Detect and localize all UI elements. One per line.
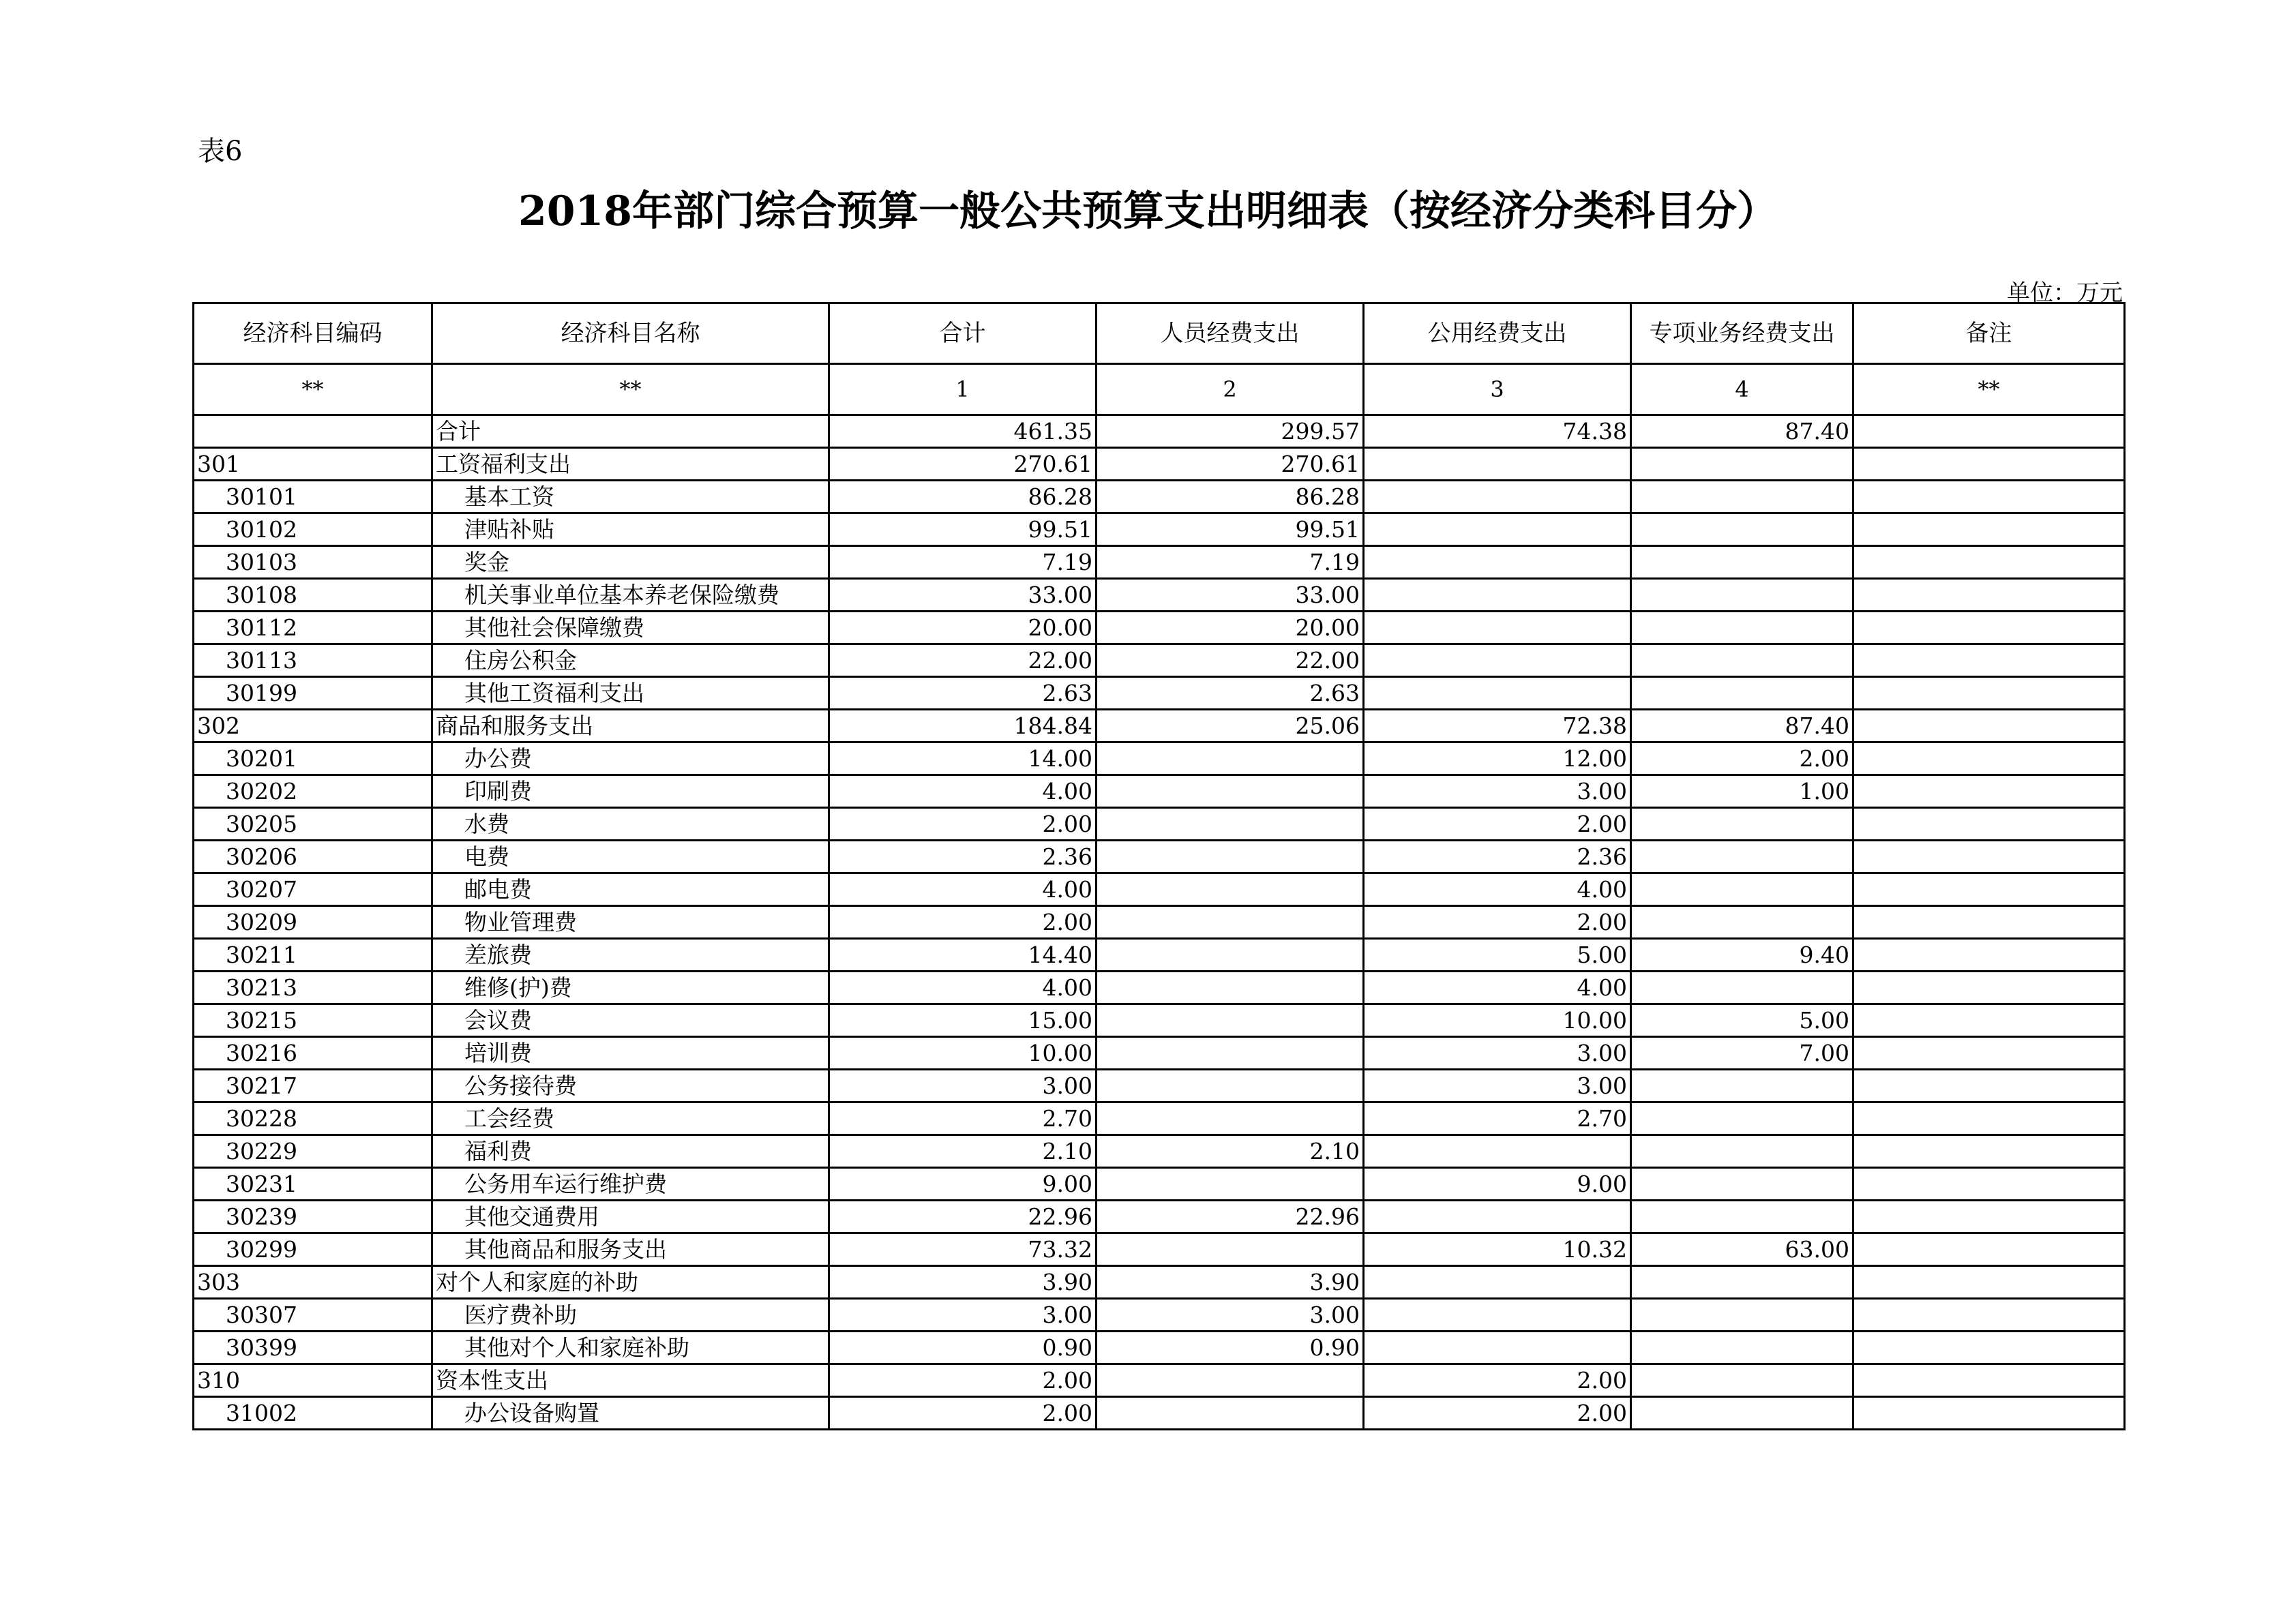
cell-total: 22.96 <box>829 1201 1097 1233</box>
table-row <box>194 579 2125 612</box>
table-row <box>194 546 2125 579</box>
cell-total: 33.00 <box>829 579 1097 612</box>
cell-total: 3.00 <box>829 1299 1097 1332</box>
cell-personnel: 0.90 <box>1097 1332 1364 1364</box>
table-row <box>194 677 2125 710</box>
cell-public: 3.00 <box>1364 775 1631 808</box>
cell-note <box>1853 710 2125 742</box>
index-total: 1 <box>829 364 1097 415</box>
cell-public: 2.00 <box>1364 906 1631 939</box>
cell-total: 2.00 <box>829 808 1097 841</box>
cell-special <box>1631 1364 1853 1397</box>
cell-note <box>1853 742 2125 775</box>
cell-note <box>1853 481 2125 513</box>
cell-public <box>1364 612 1631 644</box>
cell-personnel <box>1097 841 1364 873</box>
cell-code: 303 <box>194 1266 432 1299</box>
cell-name: 公务用车运行维护费 <box>432 1168 829 1201</box>
cell-total: 2.00 <box>829 1397 1097 1430</box>
table-row <box>194 513 2125 546</box>
cell-note <box>1853 1168 2125 1201</box>
index-name: ** <box>432 364 829 415</box>
cell-personnel <box>1097 1004 1364 1037</box>
cell-note <box>1853 448 2125 481</box>
cell-personnel <box>1097 1037 1364 1070</box>
cell-personnel: 33.00 <box>1097 579 1364 612</box>
table-row <box>194 775 2125 808</box>
cell-total: 14.40 <box>829 939 1097 972</box>
cell-code: 30217 <box>194 1070 432 1102</box>
cell-special <box>1631 972 1853 1004</box>
cell-name: 其他交通费用 <box>432 1201 829 1233</box>
cell-personnel <box>1097 775 1364 808</box>
table-row <box>194 1266 2125 1299</box>
cell-public: 3.00 <box>1364 1070 1631 1102</box>
cell-total: 270.61 <box>829 448 1097 481</box>
cell-note <box>1853 873 2125 906</box>
header-note: 备注 <box>1853 303 2125 364</box>
header-row <box>194 303 2125 364</box>
table-row <box>194 1070 2125 1102</box>
cell-note <box>1853 808 2125 841</box>
cell-note <box>1853 644 2125 677</box>
cell-code: 30108 <box>194 579 432 612</box>
cell-special: 9.40 <box>1631 939 1853 972</box>
cell-total: 22.00 <box>829 644 1097 677</box>
cell-code: 30201 <box>194 742 432 775</box>
cell-total: 3.00 <box>829 1070 1097 1102</box>
cell-name: 福利费 <box>432 1135 829 1168</box>
cell-code: 30307 <box>194 1299 432 1332</box>
cell-public <box>1364 579 1631 612</box>
cell-public: 12.00 <box>1364 742 1631 775</box>
cell-personnel <box>1097 939 1364 972</box>
cell-name: 邮电费 <box>432 873 829 906</box>
cell-code: 30399 <box>194 1332 432 1364</box>
cell-total: 184.84 <box>829 710 1097 742</box>
cell-public: 10.32 <box>1364 1233 1631 1266</box>
cell-code: 30299 <box>194 1233 432 1266</box>
cell-personnel <box>1097 808 1364 841</box>
cell-personnel: 22.96 <box>1097 1201 1364 1233</box>
cell-special <box>1631 481 1853 513</box>
table-row <box>194 1299 2125 1332</box>
cell-name: 工会经费 <box>432 1102 829 1135</box>
cell-special <box>1631 1332 1853 1364</box>
cell-code: 30207 <box>194 873 432 906</box>
cell-personnel: 7.19 <box>1097 546 1364 579</box>
cell-special <box>1631 1102 1853 1135</box>
cell-personnel: 99.51 <box>1097 513 1364 546</box>
cell-code: 30239 <box>194 1201 432 1233</box>
unit-label: 单位：万元 <box>2007 280 2123 307</box>
cell-note <box>1853 1037 2125 1070</box>
table-row <box>194 972 2125 1004</box>
cell-special <box>1631 1070 1853 1102</box>
table-row <box>194 742 2125 775</box>
cell-name: 医疗费补助 <box>432 1299 829 1332</box>
cell-name: 对个人和家庭的补助 <box>432 1266 829 1299</box>
cell-name: 奖金 <box>432 546 829 579</box>
table-number: 表6 <box>198 136 243 167</box>
cell-code: 30229 <box>194 1135 432 1168</box>
cell-name: 合计 <box>432 415 829 448</box>
table-row <box>194 612 2125 644</box>
cell-name: 维修(护)费 <box>432 972 829 1004</box>
cell-code: 30215 <box>194 1004 432 1037</box>
cell-total: 0.90 <box>829 1332 1097 1364</box>
cell-personnel <box>1097 1168 1364 1201</box>
cell-public: 2.70 <box>1364 1102 1631 1135</box>
cell-special: 2.00 <box>1631 742 1853 775</box>
cell-total: 2.00 <box>829 1364 1097 1397</box>
cell-personnel <box>1097 972 1364 1004</box>
cell-total: 73.32 <box>829 1233 1097 1266</box>
cell-public <box>1364 1201 1631 1233</box>
cell-total: 2.70 <box>829 1102 1097 1135</box>
index-note: ** <box>1853 364 2125 415</box>
cell-note <box>1853 415 2125 448</box>
cell-public <box>1364 1135 1631 1168</box>
cell-total: 3.90 <box>829 1266 1097 1299</box>
cell-total: 461.35 <box>829 415 1097 448</box>
cell-public <box>1364 1332 1631 1364</box>
cell-special <box>1631 1299 1853 1332</box>
cell-public: 2.00 <box>1364 1364 1631 1397</box>
cell-total: 10.00 <box>829 1037 1097 1070</box>
cell-name: 其他社会保障缴费 <box>432 612 829 644</box>
cell-public <box>1364 677 1631 710</box>
table-row <box>194 1332 2125 1364</box>
cell-special <box>1631 677 1853 710</box>
cell-name: 基本工资 <box>432 481 829 513</box>
cell-note <box>1853 841 2125 873</box>
cell-public: 4.00 <box>1364 873 1631 906</box>
cell-code: 30102 <box>194 513 432 546</box>
index-personnel: 2 <box>1097 364 1364 415</box>
cell-public: 3.00 <box>1364 1037 1631 1070</box>
header-name: 经济科目名称 <box>432 303 829 364</box>
cell-code: 30101 <box>194 481 432 513</box>
cell-personnel: 20.00 <box>1097 612 1364 644</box>
cell-personnel <box>1097 1102 1364 1135</box>
cell-total: 99.51 <box>829 513 1097 546</box>
cell-public: 5.00 <box>1364 939 1631 972</box>
table-row <box>194 1168 2125 1201</box>
table-row <box>194 415 2125 448</box>
cell-name: 差旅费 <box>432 939 829 972</box>
cell-special: 87.40 <box>1631 415 1853 448</box>
cell-note <box>1853 972 2125 1004</box>
table-row <box>194 710 2125 742</box>
header-personnel: 人员经费支出 <box>1097 303 1364 364</box>
budget-table <box>192 302 2126 1430</box>
table-row <box>194 906 2125 939</box>
cell-public: 2.36 <box>1364 841 1631 873</box>
cell-personnel <box>1097 742 1364 775</box>
cell-code: 30112 <box>194 612 432 644</box>
cell-special <box>1631 808 1853 841</box>
table-row <box>194 1397 2125 1430</box>
cell-name: 电费 <box>432 841 829 873</box>
cell-total: 4.00 <box>829 775 1097 808</box>
cell-special <box>1631 841 1853 873</box>
cell-total: 15.00 <box>829 1004 1097 1037</box>
cell-code <box>194 415 432 448</box>
table-row <box>194 1004 2125 1037</box>
cell-code: 30199 <box>194 677 432 710</box>
cell-public: 74.38 <box>1364 415 1631 448</box>
cell-code: 30113 <box>194 644 432 677</box>
header-code: 经济科目编码 <box>194 303 432 364</box>
index-public: 3 <box>1364 364 1631 415</box>
cell-name: 水费 <box>432 808 829 841</box>
cell-total: 14.00 <box>829 742 1097 775</box>
cell-note <box>1853 1004 2125 1037</box>
cell-total: 20.00 <box>829 612 1097 644</box>
cell-special <box>1631 1266 1853 1299</box>
cell-note <box>1853 1332 2125 1364</box>
cell-total: 2.00 <box>829 906 1097 939</box>
cell-code: 30216 <box>194 1037 432 1070</box>
cell-special <box>1631 612 1853 644</box>
cell-special <box>1631 579 1853 612</box>
cell-name: 物业管理费 <box>432 906 829 939</box>
cell-note <box>1853 1070 2125 1102</box>
cell-special <box>1631 1397 1853 1430</box>
cell-code: 30209 <box>194 906 432 939</box>
cell-public: 10.00 <box>1364 1004 1631 1037</box>
cell-special: 63.00 <box>1631 1233 1853 1266</box>
table-row <box>194 808 2125 841</box>
cell-total: 2.63 <box>829 677 1097 710</box>
cell-personnel: 25.06 <box>1097 710 1364 742</box>
cell-personnel: 270.61 <box>1097 448 1364 481</box>
cell-name: 工资福利支出 <box>432 448 829 481</box>
cell-personnel <box>1097 1070 1364 1102</box>
cell-code: 30206 <box>194 841 432 873</box>
header-public: 公用经费支出 <box>1364 303 1631 364</box>
cell-public: 9.00 <box>1364 1168 1631 1201</box>
cell-note <box>1853 1201 2125 1233</box>
cell-personnel: 3.00 <box>1097 1299 1364 1332</box>
cell-note <box>1853 1299 2125 1332</box>
cell-personnel: 86.28 <box>1097 481 1364 513</box>
table-row <box>194 1201 2125 1233</box>
cell-code: 30213 <box>194 972 432 1004</box>
cell-personnel: 3.90 <box>1097 1266 1364 1299</box>
cell-personnel: 299.57 <box>1097 415 1364 448</box>
cell-public: 2.00 <box>1364 808 1631 841</box>
cell-total: 4.00 <box>829 972 1097 1004</box>
cell-public <box>1364 1299 1631 1332</box>
table-row <box>194 873 2125 906</box>
cell-name: 住房公积金 <box>432 644 829 677</box>
table-row <box>194 1233 2125 1266</box>
cell-public <box>1364 513 1631 546</box>
cell-total: 86.28 <box>829 481 1097 513</box>
cell-personnel <box>1097 906 1364 939</box>
table-row <box>194 841 2125 873</box>
cell-name: 培训费 <box>432 1037 829 1070</box>
cell-code: 30202 <box>194 775 432 808</box>
table-row <box>194 939 2125 972</box>
cell-note <box>1853 579 2125 612</box>
cell-name: 资本性支出 <box>432 1364 829 1397</box>
cell-name: 办公费 <box>432 742 829 775</box>
cell-special <box>1631 513 1853 546</box>
cell-code: 310 <box>194 1364 432 1397</box>
cell-code: 30205 <box>194 808 432 841</box>
cell-public: 4.00 <box>1364 972 1631 1004</box>
cell-special <box>1631 1201 1853 1233</box>
cell-special <box>1631 546 1853 579</box>
cell-special <box>1631 1168 1853 1201</box>
table-row <box>194 1364 2125 1397</box>
cell-code: 30103 <box>194 546 432 579</box>
cell-name: 公务接待费 <box>432 1070 829 1102</box>
cell-public <box>1364 644 1631 677</box>
cell-note <box>1853 1266 2125 1299</box>
document-title: 2018年部门综合预算一般公共预算支出明细表（按经济分类科目分） <box>518 187 1778 235</box>
cell-public <box>1364 1266 1631 1299</box>
cell-code: 31002 <box>194 1397 432 1430</box>
index-row <box>194 364 2125 415</box>
cell-special <box>1631 873 1853 906</box>
index-special: 4 <box>1631 364 1853 415</box>
cell-public <box>1364 546 1631 579</box>
cell-special: 87.40 <box>1631 710 1853 742</box>
cell-name: 机关事业单位基本养老保险缴费 <box>432 579 829 612</box>
cell-personnel: 22.00 <box>1097 644 1364 677</box>
cell-code: 30231 <box>194 1168 432 1201</box>
cell-total: 9.00 <box>829 1168 1097 1201</box>
cell-code: 30228 <box>194 1102 432 1135</box>
header-total: 合计 <box>829 303 1097 364</box>
cell-name: 印刷费 <box>432 775 829 808</box>
table-row <box>194 448 2125 481</box>
cell-note <box>1853 1135 2125 1168</box>
cell-special: 7.00 <box>1631 1037 1853 1070</box>
cell-name: 津贴补贴 <box>432 513 829 546</box>
cell-code: 301 <box>194 448 432 481</box>
cell-name: 商品和服务支出 <box>432 710 829 742</box>
cell-note <box>1853 612 2125 644</box>
cell-special <box>1631 644 1853 677</box>
cell-public: 72.38 <box>1364 710 1631 742</box>
cell-special: 1.00 <box>1631 775 1853 808</box>
index-code: ** <box>194 364 432 415</box>
cell-note <box>1853 775 2125 808</box>
cell-note <box>1853 677 2125 710</box>
cell-personnel: 2.63 <box>1097 677 1364 710</box>
cell-note <box>1853 906 2125 939</box>
cell-public <box>1364 448 1631 481</box>
cell-note <box>1853 1397 2125 1430</box>
cell-name: 其他对个人和家庭补助 <box>432 1332 829 1364</box>
table-row <box>194 644 2125 677</box>
cell-total: 2.10 <box>829 1135 1097 1168</box>
cell-special: 5.00 <box>1631 1004 1853 1037</box>
cell-name: 会议费 <box>432 1004 829 1037</box>
cell-total: 2.36 <box>829 841 1097 873</box>
table-row <box>194 1102 2125 1135</box>
cell-personnel <box>1097 873 1364 906</box>
cell-personnel <box>1097 1364 1364 1397</box>
cell-personnel <box>1097 1397 1364 1430</box>
cell-personnel: 2.10 <box>1097 1135 1364 1168</box>
cell-name: 其他工资福利支出 <box>432 677 829 710</box>
table-row <box>194 1135 2125 1168</box>
cell-note <box>1853 513 2125 546</box>
cell-code: 302 <box>194 710 432 742</box>
cell-total: 4.00 <box>829 873 1097 906</box>
cell-public: 2.00 <box>1364 1397 1631 1430</box>
cell-note <box>1853 1102 2125 1135</box>
cell-name: 其他商品和服务支出 <box>432 1233 829 1266</box>
table-row <box>194 481 2125 513</box>
table-row <box>194 1037 2125 1070</box>
cell-note <box>1853 546 2125 579</box>
cell-note <box>1853 1233 2125 1266</box>
cell-public <box>1364 481 1631 513</box>
cell-special <box>1631 906 1853 939</box>
cell-code: 30211 <box>194 939 432 972</box>
header-special: 专项业务经费支出 <box>1631 303 1853 364</box>
cell-name: 办公设备购置 <box>432 1397 829 1430</box>
cell-note <box>1853 1364 2125 1397</box>
cell-special <box>1631 1135 1853 1168</box>
cell-special <box>1631 448 1853 481</box>
cell-note <box>1853 939 2125 972</box>
cell-personnel <box>1097 1233 1364 1266</box>
cell-total: 7.19 <box>829 546 1097 579</box>
